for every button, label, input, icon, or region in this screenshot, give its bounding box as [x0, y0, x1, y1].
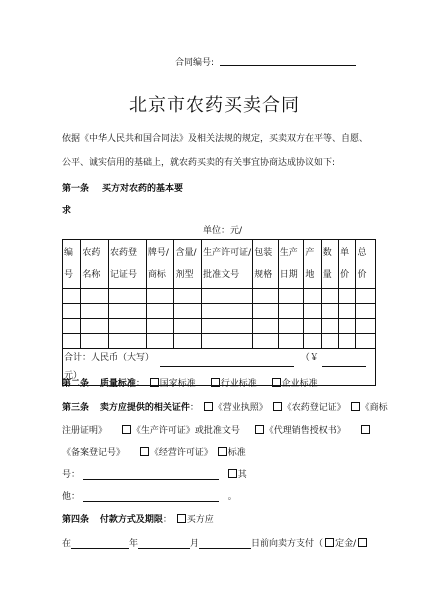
table-row[interactable] [63, 304, 376, 319]
payment-month-field[interactable] [138, 538, 190, 549]
pay-text: 日前向卖方支付（ [251, 539, 324, 549]
option-buyer-pays: 买方应 [186, 515, 214, 525]
article-3-heading: 卖方应提供的相关证件 [99, 403, 190, 413]
doc-trademark: 《商标 [360, 403, 388, 413]
month-label: 月 [190, 539, 200, 549]
intro-line-2: 公平、诚实信用的基础上，就农药买卖的有关事宜协商达成协议如下: [62, 158, 336, 168]
doc-pesticide-registration: 《农药登记证》 [282, 403, 346, 413]
article-4-number: 第四条 [62, 515, 90, 525]
article-1-number: 第一条 [62, 184, 90, 194]
option-deposit: 定金/ [335, 539, 357, 549]
article-4-heading: 付款方式及期限 [99, 515, 163, 525]
col-header: 单价 [339, 240, 356, 289]
checkbox-enterprise-standard[interactable] [272, 378, 281, 387]
checkbox-line-2-end[interactable] [361, 425, 370, 434]
doc-trademark-cont: 注册证明》 [62, 426, 108, 436]
col-header: 牌号/商标 [146, 240, 174, 289]
col-header: 总价 [356, 240, 376, 289]
doc-production-permit: 《生产许可证》或批准文号 [131, 426, 240, 436]
article-3-line-1: 第三条 卖方应提供的相关证件： 《营业执照》 《农药登记证》 《商标 [62, 403, 388, 413]
contract-number-label: 合同编号: [175, 58, 215, 68]
article-2: 第二条 质量标准： 国家标准 行业标准 企业标准 [62, 379, 318, 389]
other-label: 其 [237, 470, 247, 480]
year-label: 年 [129, 539, 139, 549]
col-header: 产地 [304, 240, 321, 289]
intro-line-1: 依据《中华人民共和国合同法》及相关法规的规定，买卖双方在平等、自愿、 [62, 134, 369, 144]
col-header: 编号 [63, 240, 81, 289]
period-mark: 。 [227, 492, 237, 502]
total-amount-field[interactable] [322, 357, 366, 367]
col-header: 农药登记证号 [109, 240, 147, 289]
article-3-line-2 [62, 423, 371, 436]
checkbox-national-standard[interactable] [150, 378, 159, 387]
article-1-heading: 买方对农药的基本要 [102, 184, 184, 194]
article-3-line-3 [62, 445, 246, 458]
checkbox-deposit-alt[interactable] [358, 538, 367, 547]
total-label: 合计：人民币（大写） [64, 353, 155, 363]
article-2-number: 第二条 [62, 379, 90, 389]
doc-business-permit: 《经营许可证》 [149, 448, 213, 458]
checkbox-industry-standard[interactable] [211, 378, 220, 387]
article-4-line-2 [62, 536, 368, 549]
doc-sales-authorization: 《代理销售授权书》 [264, 426, 346, 436]
doc-business-license: 《营业执照》 [213, 403, 268, 413]
payment-year-field[interactable] [71, 538, 129, 549]
checkbox-buyer-pays[interactable] [177, 514, 186, 523]
doc-filing-registration: 《备案登记号》 [62, 448, 126, 458]
option-national-standard: 国家标准 [159, 379, 196, 389]
other-docs-field[interactable] [83, 491, 219, 502]
checkbox-deposit[interactable] [325, 538, 334, 547]
number-label: 号： [62, 470, 81, 480]
col-header: 数量 [321, 240, 338, 289]
option-industry-standard: 行业标准 [220, 379, 257, 389]
article-3-line-5 [62, 489, 237, 502]
table-row[interactable] [63, 334, 376, 349]
col-header: 农药名称 [81, 240, 109, 289]
total-words-field[interactable] [160, 357, 294, 367]
option-enterprise-standard: 企业标准 [281, 379, 318, 389]
article-2-heading: 质量标准 [99, 379, 136, 389]
checkbox-other[interactable] [228, 469, 237, 478]
checkbox-trademark[interactable] [351, 402, 360, 411]
article-3-line-4 [62, 467, 247, 480]
goods-table [62, 239, 376, 386]
contract-number-field[interactable] [220, 55, 356, 66]
col-header: 生产日期 [278, 240, 304, 289]
unit-label: 单位：元/ [203, 226, 243, 236]
document-title: 北京市农药买卖合同 [129, 95, 300, 116]
col-header: 含量/剂型 [174, 240, 202, 289]
standard-number-field[interactable] [83, 469, 219, 480]
checkbox-pesticide-registration[interactable] [273, 402, 282, 411]
checkbox-standard[interactable] [218, 447, 227, 456]
article-4: 第四条 付款方式及期限： 买方应 [62, 515, 214, 525]
total-yuan-label: 元） [64, 371, 83, 381]
article-3-number: 第三条 [62, 403, 90, 413]
checkbox-production-permit[interactable] [122, 425, 131, 434]
at-label: 在 [62, 539, 72, 549]
checkbox-business-permit[interactable] [140, 447, 149, 456]
payment-day-field[interactable] [199, 538, 251, 549]
article-1-heading-cont: 求 [62, 206, 72, 216]
table-header-row [63, 240, 376, 289]
total-yen-label: （￥ [300, 353, 319, 363]
col-header: 生产许可证/批准文号 [202, 240, 253, 289]
table-row[interactable] [63, 289, 376, 304]
doc-standard: 标准 [227, 448, 246, 458]
col-header: 包装规格 [253, 240, 279, 289]
other-label-cont: 他： [62, 492, 81, 502]
table-row[interactable] [63, 319, 376, 334]
checkbox-sales-authorization[interactable] [255, 425, 264, 434]
checkbox-business-license[interactable] [204, 402, 213, 411]
